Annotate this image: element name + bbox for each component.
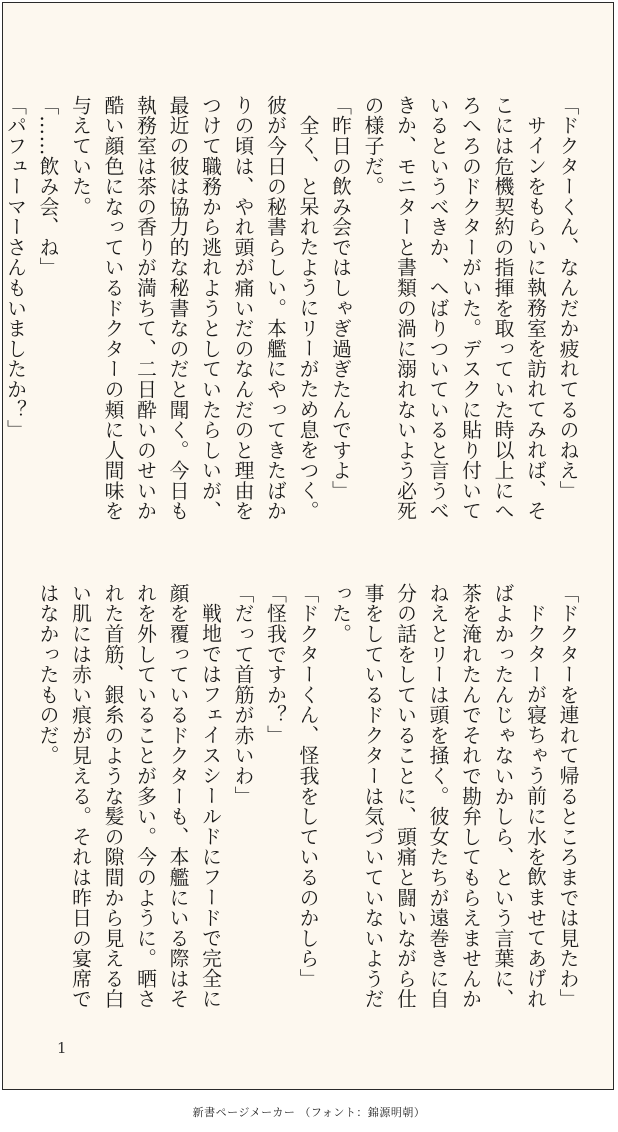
paragraph: 「……飲み会、ね」 (36, 95, 59, 278)
paragraph: ドクターが寝ちゃう前に水を飲ませてあげればよかったんじゃないかしら、という言葉に、茶を淹れたんでそれで勘弁してもらえませんかねえとリーは頭を掻く。彼女たちが遠巻きに自分の話をしていることに、頭痛と闘いながら仕事をしているドクターは気づいていないようだった。 (328, 583, 547, 1010)
page-number: 1 (57, 1039, 67, 1057)
paragraph: 戦地ではフェイスシールドにフードで完全に顔を覆っているドクターも、本艦にいる際はそれを外していることが多い。今のように。晒された首筋、銀糸のような髪の隙間から見える白い肌には赤い痕が見える。それは昨日の宴席ではなかったものだ。 (36, 583, 222, 1010)
paragraph: 全く、と呆れたようにリーがため息をつく。彼が今日の秘書らしい。本艦にやってきたばかりの頃は、やれ頭が痛いだのなんだのと理由をつけて職務から逃れようとしていたらしいが、最近の彼は協力的な秘書なのだと聞く。今日も執務室は茶の香りが満ちて、二日酔いのせいか酷い顔色になっているドクターの頬に人間味を与えていた。 (68, 95, 319, 522)
paragraph: サインをもらいに執務室を訪れてみれば、そこには危機契約の指揮を取っていた時以上にへろへろのドクターがいた。デスクに貼り付いているというべきか、へばりついていると言うべきか、モニターと書類の渦に溺れないよう必死の様子だ。 (361, 95, 547, 522)
paragraph: 「ドクターくん、怪我をしているのかしら」 (296, 583, 319, 989)
text-block-bottom (36, 583, 583, 1015)
paragraph: 「怪我ですか？」 (263, 583, 287, 746)
text-block-top (3, 95, 583, 527)
paragraph: 「ドクターくん、なんだか疲れてるのねえ」 (556, 95, 579, 501)
paragraph: 「昨日の飲み会ではしゃぎ過ぎたんですよ」 (328, 95, 352, 501)
footer-caption: 新書ページメーカー （フォント：錦源明朝） (192, 1106, 426, 1119)
book-page (2, 2, 614, 1090)
paragraph: 「だって首筋が赤いわ」 (231, 583, 254, 807)
paragraph: 「ドクターを連れて帰るところまでは見たわ」 (556, 583, 579, 1010)
paragraph: 「パフューマーさんもいましたか？」 (3, 95, 27, 440)
